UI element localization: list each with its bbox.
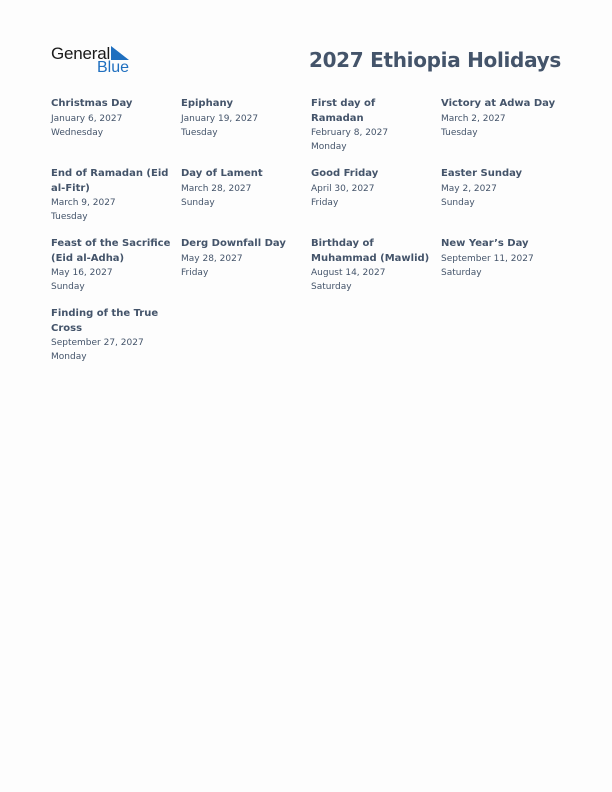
holiday-weekday: Tuesday xyxy=(441,127,478,138)
holiday-entry xyxy=(181,167,311,237)
holiday-date: May 28, 2027 xyxy=(181,253,243,264)
holiday-weekday: Friday xyxy=(311,197,339,208)
logo-text-general: General xyxy=(51,44,111,63)
holiday-name: Birthday of Muhammad (Mawlid) xyxy=(311,238,430,264)
holiday-date: March 2, 2027 xyxy=(441,113,506,124)
holiday-name: Day of Lament xyxy=(181,168,263,179)
holiday-weekday: Sunday xyxy=(51,282,85,292)
holiday-entry xyxy=(181,237,311,307)
holiday-entry xyxy=(51,307,181,377)
holiday-entry xyxy=(51,167,181,237)
holiday-date: May 2, 2027 xyxy=(441,183,497,194)
holiday-name: Feast of the Sacrifice (Eid al-Adha) xyxy=(51,238,171,264)
holiday-entry xyxy=(51,97,181,167)
holiday-name: New Year’s Day xyxy=(441,238,529,249)
holiday-name: Victory at Adwa Day xyxy=(441,98,556,109)
holiday-name: Derg Downfall Day xyxy=(181,238,286,249)
holiday-date: August 14, 2027 xyxy=(311,268,386,278)
holiday-name: Finding of the True Cross xyxy=(51,308,159,334)
holiday-entry xyxy=(51,237,181,307)
holiday-date: January 19, 2027 xyxy=(181,113,259,124)
holiday-name: End of Ramadan (Eid al-Fitr) xyxy=(51,168,169,194)
holiday-entry xyxy=(311,97,441,167)
page-title: 2027 Ethiopia Holidays xyxy=(308,48,561,72)
holiday-weekday: Monday xyxy=(311,142,347,152)
holiday-entry xyxy=(441,237,571,307)
holiday-weekday: Wednesday xyxy=(51,127,104,138)
holiday-weekday: Tuesday xyxy=(51,212,88,222)
holiday-weekday: Saturday xyxy=(441,267,482,278)
holiday-date: March 28, 2027 xyxy=(181,183,252,194)
logo-triangle-icon xyxy=(111,46,129,60)
holiday-name: Epiphany xyxy=(181,98,234,109)
holiday-name: First day of Ramadan xyxy=(311,98,376,124)
holiday-date: September 11, 2027 xyxy=(441,253,534,264)
holiday-entry xyxy=(441,167,571,237)
holiday-entry xyxy=(311,237,441,307)
holiday-grid xyxy=(51,97,571,377)
holiday-name: Good Friday xyxy=(311,168,379,179)
holiday-name: Easter Sunday xyxy=(441,168,523,179)
holiday-date: May 16, 2027 xyxy=(51,268,113,278)
holiday-weekday: Tuesday xyxy=(181,127,218,138)
holiday-weekday: Monday xyxy=(51,352,87,362)
holiday-name: Christmas Day xyxy=(51,98,133,109)
holiday-entry xyxy=(311,167,441,237)
holiday-date: March 9, 2027 xyxy=(51,198,116,208)
holiday-entry xyxy=(441,97,571,167)
holiday-date: April 30, 2027 xyxy=(311,183,375,194)
holiday-date: January 6, 2027 xyxy=(51,113,123,124)
holiday-weekday: Sunday xyxy=(181,197,215,208)
holiday-date: September 27, 2027 xyxy=(51,338,144,348)
holiday-date: February 8, 2027 xyxy=(311,128,389,138)
holiday-weekday: Saturday xyxy=(311,282,352,292)
logo-text-blue: Blue xyxy=(97,59,130,76)
holiday-weekday: Sunday xyxy=(441,197,475,208)
holiday-entry xyxy=(181,97,311,167)
generalblue-logo xyxy=(51,44,141,78)
holiday-weekday: Friday xyxy=(181,267,209,278)
